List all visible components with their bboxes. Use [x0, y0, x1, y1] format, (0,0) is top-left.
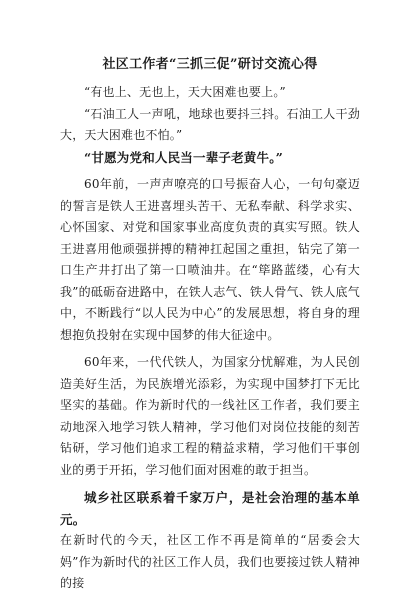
body-paragraph-3: 在新时代的今天，社区工作不再是简单的“居委会大妈”作为新时代的社区工作人员，我们也要接过铁人精神的接 [60, 533, 360, 590]
section-heading: 城乡社区联系着千家万户，是社会治理的基本单元。 [60, 490, 360, 527]
body-paragraph-1: 60年前，一声声嘹亮的口号振奋人心，一句句豪迈的誓言是铁人王进喜埋头苦干、无私奉献、科学求实、心怀国家、对党和国家事业高度负责的真实写照。铁人王进喜用他顽强拼搏的精神扛起国之重担，钻完了第一口生产井打出了第一口喷油井。在“筚路蓝缕，心有大我”的砥砺奋进路中，在铁人志气、铁人骨气、铁人底气中，不断践行“以人民为中心”的发展思想，将自身的理想抱负投射在实现中国梦的伟大征途中。 [60, 177, 360, 342]
quote-paragraph-2: “石油工人一声吼，地球也要抖三抖。石油工人干劲大，天大困难也不怕。” [60, 106, 360, 142]
quote-paragraph-1: “有也上、无也上，天大困难也要上。” [84, 85, 286, 99]
body-paragraph-2: 60年来，一代代铁人，为国家分忧解难，为人民创造美好生活，为民族增光添彩，为实现中国梦打下无比坚实的基础。作为新时代的一线社区工作者，我们要主动地深入地学习铁人精神，学习他们对岗位技能的刻苦钻研，学习他们追求工程的精益求精，学习他们干事创业的勇于开拓，学习他们面对困难的敢于担当。 [60, 355, 360, 477]
quote-paragraph-3: “甘愿为党和人民当一辈子老黄牛。” [84, 149, 284, 165]
document-title: 社区工作者“三抓三促”研讨交流心得 [102, 57, 318, 72]
